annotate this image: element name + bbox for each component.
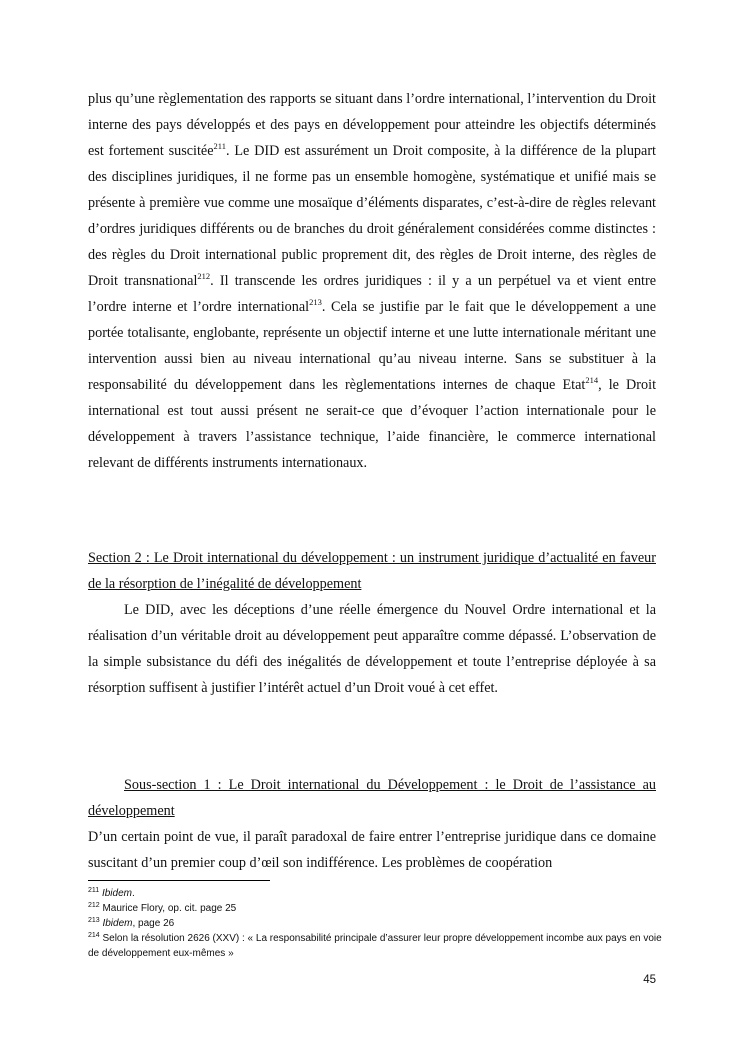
footnote-ref-211: 211 — [213, 141, 226, 151]
footnote-213 — [88, 916, 663, 931]
footnote-number: 213 — [88, 917, 100, 924]
footnote-ref-212: 212 — [197, 271, 211, 281]
footnote-separator — [88, 880, 270, 881]
text-run: . Cela se justifie par le fait que le développement a une portée totalisante, englobante, représente un objectif interne et une lutte internationale méritant une intervention aussi bien au niveau international qu’au niveau interne. Sans se substituer à la responsabilité du développement dans les règlementations internes de chaque Etat — [88, 299, 657, 393]
footnote-ref-213: 213 — [309, 297, 322, 307]
footnote-211 — [88, 886, 663, 901]
paragraph-did-deceptions: Le DID, avec les déceptions d’une réelle émergence du Nouvel Ordre international et la réalisation d’un véritable droit au développement peut apparaître comme dépassé. L’observation de la simple subsistance du défi des inégalités de développement et toute l’entreprise déployée à sa résorption suffisent à justifier l’intérêt actuel d’un Droit voué à cet effet. — [88, 602, 656, 696]
text-run: . Le DID est assurément un Droit composite, à la différence de la plupart des disciplines juridiques, il ne forme pas un ensemble homogène, systématique et unifié mais se présente à première vue comme une mosaïque d’éléments disparates, c’est-à-dire de règles relevant d’ordres juridiques différents ou de branches du droit généralement considérées comme distinctes : des règles du Droit international public proprement dit, des règles de Droit interne, des règles de Droit transnational — [88, 143, 656, 289]
footnote-number: 212 — [88, 902, 100, 909]
footnote-number: 214 — [88, 932, 100, 939]
footnote-number: 211 — [88, 887, 100, 894]
footnote-italic: Ibidem — [101, 888, 132, 899]
subsection-1-block — [88, 772, 656, 876]
footnote-italic: Ibidem — [102, 918, 133, 929]
page-number: 45 — [643, 974, 656, 986]
text-run: . Il transcende les ordres juridiques : il y a un perpétuel va et vient entre l’ordre interne et l’ordre international — [88, 273, 656, 315]
section-2-heading-block — [88, 545, 656, 701]
footnote-text: . — [131, 888, 135, 899]
footnote-214 — [88, 931, 663, 961]
section-2-heading: Section 2 : Le Droit international du développement : un instrument juridique d’actualité en faveur de la résorption de l’inégalité de développement — [88, 550, 656, 592]
footnotes — [88, 886, 663, 961]
text-run: , le Droit international est tout aussi présent ne serait-ce que d’évoquer l’action internationale pour le développement à travers l’assistance technique, l’aide financière, le commerce international relevant de différents instruments internationaux. — [88, 377, 657, 471]
text-run: plus qu’une règlementation des rapports se situant dans l’ordre international, l’intervention du Droit interne des pays développés et des pays en développement pour atteindre les objectifs déterminés est fortement suscitée — [88, 91, 656, 159]
footnote-ref-214: 214 — [585, 375, 599, 385]
footnote-212 — [88, 901, 663, 916]
paragraph-paradoxe: D’un certain point de vue, il paraît paradoxal de faire entrer l’entreprise juridique dans ce domaine suscitant d’un premier coup d’œil son indifférence. Les problèmes de coopération — [88, 829, 656, 871]
footnote-text: Selon la résolution 2626 (XXV) : « La responsabilité principale d’assurer leur propre développement incombe aux pays en voie de développement eux-mêmes » — [88, 933, 662, 959]
subsection-1-heading: Sous-section 1 : Le Droit international du Développement : le Droit de l’assistance au développement — [88, 777, 656, 819]
footnote-text: , page 26 — [132, 918, 175, 929]
paragraph-did-composite — [88, 86, 656, 476]
footnote-text: Maurice Flory, op. cit. page 25 — [102, 903, 237, 914]
